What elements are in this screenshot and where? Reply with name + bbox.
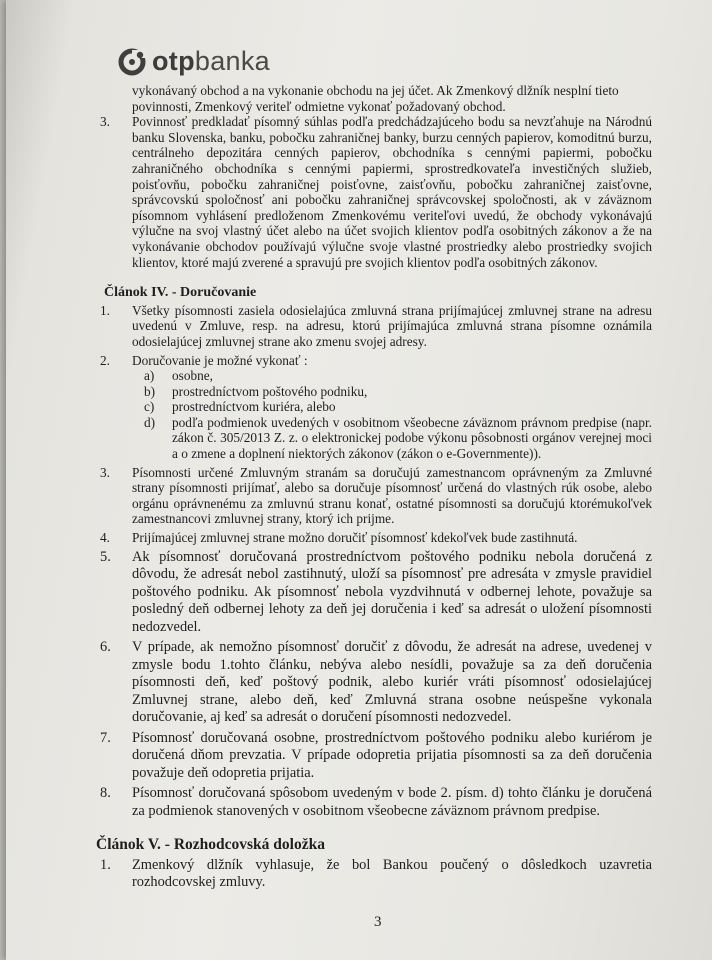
sub-item-text: podľa podmienok uvedených v osobitnom všeobecne záväznom právnom predpise (napr. zákon č. 305/2013 Z. z. o elektronickej podobe výkonu pôsobnosti orgánov verejnej moci a o zmene a doplnení niektorých zákonov (zákon o e-Governmente)). [172, 414, 652, 462]
document-page [6, 0, 712, 960]
item-number: 3. [100, 464, 110, 480]
item-text: Písomnosť doručovaná spôsobom uvedeným v bode 2. písm. d) tohto článku je doručená za podmienok stanovených v osobitnom všeobecne záväznom právnom predpise. [132, 785, 652, 819]
sub-item-letter: a) [144, 368, 155, 384]
item-number: 3. [100, 114, 110, 130]
list-item [92, 303, 652, 350]
list-item [92, 785, 652, 820]
sub-item [144, 384, 652, 400]
continued-paragraph: vykonávaný obchod a na vykonanie obchodu na jej účet. Ak Zmenkový dlžník nesplní tieto povinnosti, Zmenkový veriteľ odmietne vykonať požadovaný obchod. [132, 83, 619, 114]
item-text: Prijímajúcej zmluvnej strane možno doručiť písomnosť kdekoľvek bude zastihnutá. [132, 530, 578, 546]
list-item [92, 639, 652, 727]
item-number: 2. [100, 352, 110, 368]
sub-item-text: osobne, [172, 368, 213, 384]
item-number: 4. [100, 530, 110, 546]
sub-list [92, 368, 652, 462]
logo-text-otp: otp [152, 46, 195, 76]
item-text: Ak písomnosť doručovaná prostredníctvom poštového podniku nebola doručená z dôvodu, že adresát nebol zastihnutý, uloží sa písomnosť pre adresáta v zmysle pravidiel poštového podniku. Ak písomnosť nebola vyzdvihnutá v odbernej lehote, považuje sa posledný deň odbernej lehoty za deň jej doručenia i keď sa adresát o uložení písomnosti nedozvedel. [132, 548, 652, 635]
sub-item [144, 415, 652, 462]
list-item [92, 465, 652, 527]
item-text: Zmenkový dlžník vyhlasuje, že bol Bankou poučený o dôsledkoch uzavretia rozhodcovskej zmluvy. [132, 856, 652, 891]
item-number: 7. [100, 729, 111, 746]
sub-item-letter: b) [144, 383, 156, 399]
sub-item-text: prostredníctvom poštového podniku, [172, 383, 368, 399]
list-item [92, 549, 652, 637]
list-item [92, 530, 652, 546]
item-number: 1. [100, 856, 111, 873]
sub-item [144, 368, 652, 384]
item-number: 5. [100, 548, 111, 565]
large-text-block [92, 549, 652, 892]
item-text: V prípade, ak nemožno písomnosť doručiť z dôvodu, že adresát na adrese, uvedenej v zmysle bodu 1.tohto článku, nebýva alebo nesídli, považuje sa za deň doručenia písomnosti deň, keď poštový podnik, alebo kuriér vráti písomnosť odosielajúcej Zmluvnej strane, alebo deň, keď Zmluvná strana osobne neúspešne vykonala doručovanie, aj keď sa adresát o doručení písomnosti nedozvedel. [132, 639, 652, 726]
logo-text-banka: banka [194, 46, 270, 76]
page-number: 3 [374, 914, 382, 930]
sub-item [144, 399, 652, 415]
item-text: Všetky písomnosti zasiela odosielajúca zmluvná strana prijímajúcej zmluvnej strane na adresu uvedenú v Zmluve, resp. na adresu, ktorú prijímajúca zmluvná strana písomne oznámila odosielajúcej zmluvnej strane ako zmenu svojej adresy. [132, 302, 652, 349]
item-number: 8. [100, 785, 111, 802]
article-5-heading: Článok V. - Rozhodcovská doložka [96, 836, 325, 854]
item-number: 6. [100, 639, 111, 656]
list-item [92, 857, 652, 892]
item-number: 1. [100, 302, 110, 318]
item-text: Písomnosť doručovaná osobne, prostredníctvom poštového podniku alebo kuriérom je doručená dňom prevzatia. V prípade odopretia prijatia písomnosti sa za deň doručenia považuje deň odopretia prijatia. [132, 729, 652, 781]
sub-item-text: prostredníctvom kuriéra, alebo [172, 399, 336, 415]
otpbanka-logo [118, 46, 270, 77]
item-text: Písomnosti určené Zmluvným stranám sa doručujú zamestnancom oprávneným za Zmluvné strany písomnosti prijímať, alebo sa doručuje písomnosť určená do vlastných rúk osobe, alebo orgánu oprávnenému za zmluvnú stranu konať, ostatné písomnosti sa doručujú ktorémukoľvek zamestnancovi zmluvnej strany, ktorý ich prijme. [132, 464, 652, 527]
list-item [92, 730, 652, 783]
otp-logo-icon [118, 47, 148, 77]
list-item [92, 114, 652, 270]
document-body [92, 83, 652, 895]
sub-item-letter: d) [144, 414, 156, 430]
article-4-heading: Článok IV. - Doručovanie [104, 285, 257, 301]
list-item [92, 353, 652, 369]
sub-item-letter: c) [144, 399, 155, 415]
item-text: Doručovanie je možné vykonať : [132, 352, 308, 368]
item-text: Povinnosť predkladať písomný súhlas podľa predchádzajúceho bodu sa nevzťahuje na Národnú banku Slovenska, banku, pobočku zahraničnej banky, burzu cenných papierov, komoditnú burzu, centrálneho depozitára cenných papierov, obchodníka s cennými papiermi, pobočku zahraničného obchodníka s cennými papiermi, sprostredkovateľa investičných služieb, poisťovňu, pobočku zahraničnej poisťovne, zaisťovňu, pobočku zahraničnej zaisťovne, správcovskú spoločnosť ani pobočku zahraničnej správcovskej spoločnosti, ak v záväznom písomnom vyhlásení predloženom Zmenkovému veriteľovi uvedú, že obchody vykonávajú výlučne na svoj vlastný účet alebo na účet svojich klientov podľa osobitných zákonov a že na vykonávanie obchodov používajú výlučne svoje vlastné prostriedky alebo prostriedky svojich klientov, ktoré majú zverené a spravujú pre svojich klientov podľa osobitných zákonov. [132, 114, 652, 270]
